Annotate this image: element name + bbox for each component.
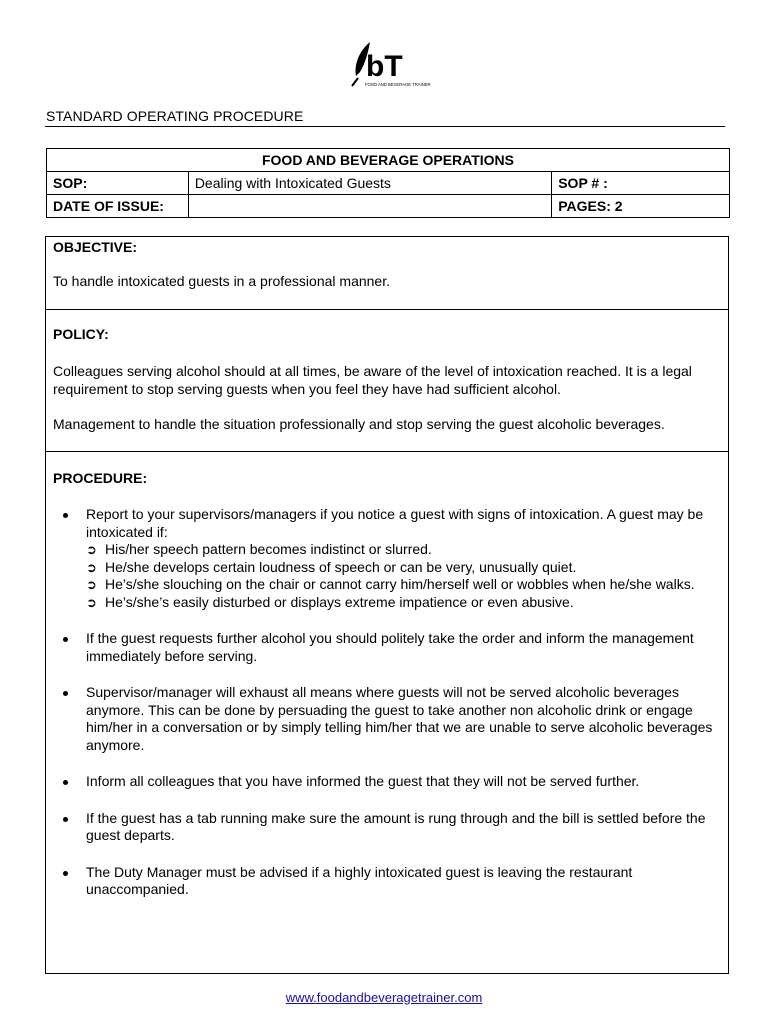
logo-tagline: FOOD AND BEVERAGE TRAINER [365,82,431,87]
arrow-icon: ➲ [86,577,97,592]
objective-heading: OBJECTIVE: [53,239,138,255]
list-item: The Duty Manager must be advised if a highly intoxicated guest is leaving the restaurant unaccompanied. [53,864,716,899]
sub-list-item: ➲ His/her speech pattern becomes indistinct or slurred. [86,541,432,557]
bullet-icon [63,691,68,696]
objective-section [46,237,728,310]
pages-label: PAGES: 2 [552,195,730,218]
sop-value: Dealing with Intoxicated Guests [188,172,551,195]
sub-list-item: ➲ He’s/she’s easily disturbed or displays extreme impatience or even abusive. [86,593,574,610]
arrow-icon: ➲ [86,559,97,575]
bullet-icon [63,513,68,518]
bullet-icon [63,780,68,785]
date-of-issue-label: DATE OF ISSUE: [47,195,189,218]
sop-label: SOP: [47,172,189,195]
operations-title: FOOD AND BEVERAGE OPERATIONS [47,149,730,172]
sop-content [45,236,729,974]
sop-header-table [46,148,730,218]
policy-paragraph: Colleagues serving alcohol should at all times, be aware of the level of intoxication reached. It is a legal requirement to stop serving guests when you feel they have had sufficient alcohol. [53,363,692,397]
document-title: STANDARD OPERATING PROCEDURE [46,108,304,124]
list-item: Supervisor/manager will exhaust all means where guests will not be served alcoholic beverages anymore. This can be done by persuading the guest to take another non alcoholic drink or engage him/her in a conversation or by simply telling him/her that we are unable to serve alcoholic beverages anymore. [53,684,716,754]
procedure-heading: PROCEDURE: [53,470,148,486]
arrow-icon: ➲ [86,542,97,557]
sop-number-label: SOP # : [552,172,730,195]
sub-list-item: ➲ He’s/she slouching on the chair or cannot carry him/herself well or wobbles when he/she walks. [86,576,695,592]
bullet-icon [63,871,68,876]
list-item: If the guest requests further alcohol you should politely take the order and inform the management immediately before serving. [53,630,716,665]
list-item: Inform all colleagues that you have informed the guest that they will not be served further. [53,773,716,791]
bullet-icon [63,637,68,642]
website-link[interactable]: www.foodandbeveragetrainer.com [285,990,483,1005]
objective-text: To handle intoxicated guests in a professional manner. [53,273,390,289]
logo [348,38,431,88]
procedure-list [53,506,716,899]
arrow-icon: ➲ [86,594,97,610]
policy-heading: POLICY: [53,326,109,342]
logo-mark: bT [366,50,403,83]
list-item: If the guest has a tab running make sure the amount is rung through and the bill is settled before the guest departs. [53,810,716,845]
title-divider [45,126,725,127]
bullet-icon [63,817,68,822]
sub-list-item: ➲ He/she develops certain loudness of speech or can be very, unusually quiet. [86,558,577,575]
date-of-issue-value [188,195,551,218]
intoxication-signs-list [86,541,716,611]
list-item: Report to your supervisors/managers if you notice a guest with signs of intoxication. A guest may be intoxicated if: ➲ His/her speech pattern becomes indistinct or slurred. ➲ He/she develops certain loudness of speech or can be very, unusually quiet. ➲ He’s/she slouching on the chair or cannot carry him/herself well or wobbles when he/she walks. ➲ He’s/she’s easily disturbed or displays extreme impatience or even abusive. [53,506,716,611]
policy-paragraph: Management to handle the situation professionally and stop serving the guest alcoholic beverages. [53,416,665,432]
policy-section [46,310,728,452]
